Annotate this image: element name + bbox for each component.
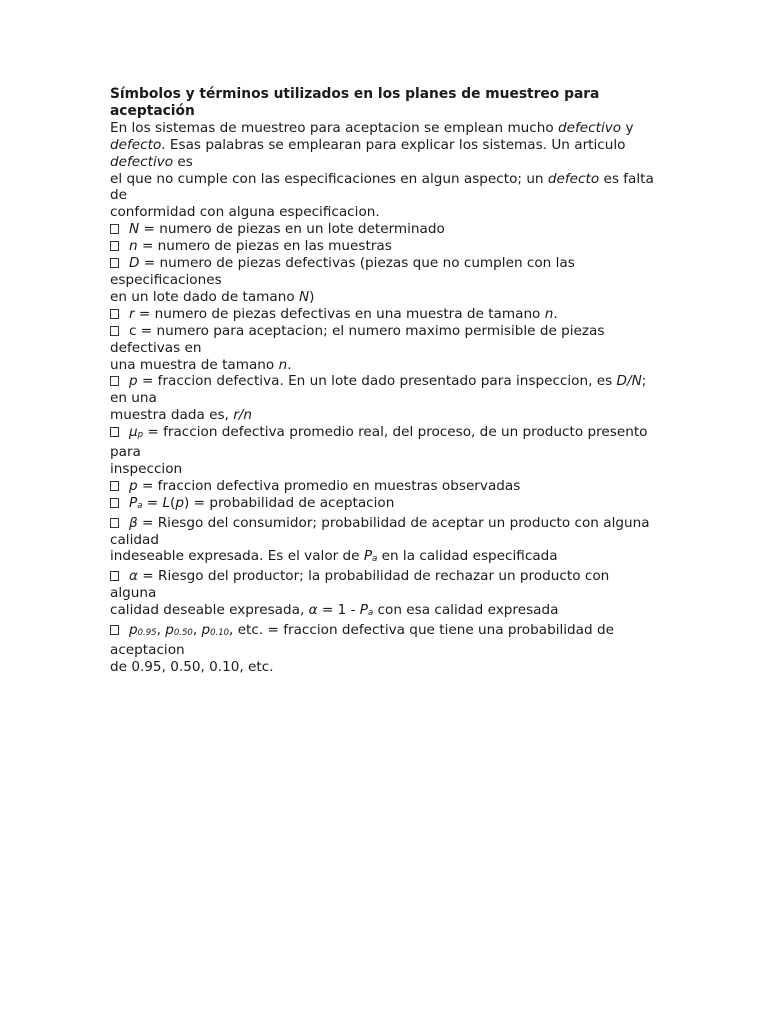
list-item: Pa = L(p) = probabilidad de aceptacion	[110, 495, 670, 515]
list-item: N = numero de piezas en un lote determinado	[110, 221, 670, 238]
bullet-box-icon	[110, 571, 119, 581]
bullet-box-icon	[110, 498, 119, 508]
bullet-box-icon	[110, 258, 119, 268]
bullet-box-icon	[110, 309, 119, 319]
bullet-box-icon	[110, 427, 119, 437]
list-item: c = numero para aceptacion; el numero maximo permisible de piezas	[110, 323, 670, 340]
list-item: p = fraccion defectiva. En un lote dado presentado para inspeccion, es D/N;	[110, 373, 670, 390]
list-item: α = Riesgo del productor; la probabilidad de rechazar un producto con	[110, 568, 670, 585]
list-item: D = numero de piezas defectivas (piezas que no cumplen con las	[110, 255, 670, 272]
bullet-box-icon	[110, 481, 119, 491]
list-item: p = fraccion defectiva promedio en muestras observadas	[110, 478, 670, 495]
list-item: n = numero de piezas en las muestras	[110, 238, 670, 255]
bullet-box-icon	[110, 241, 119, 251]
bullet-box-icon	[110, 376, 119, 386]
document-page	[110, 86, 670, 676]
list-item: β = Riesgo del consumidor; probabilidad de aceptar un producto con alguna	[110, 515, 670, 532]
list-item: p0.95, p0.50, p0.10, etc. = fraccion defectiva que tiene una probabilidad de	[110, 622, 670, 642]
definition-list: N = numero de piezas en un lote determinado n = numero de piezas en las muestras D = numero de piezas defectivas (piezas que no cumplen con las especificaciones en un lote dado de tamano N) r = numero de piezas defectivas en una muestra de tamano n. c = numero para aceptacion; el numero maximo permisible de piezas defectivas en una muestra de tamano n. p = fraccion defectiva. En un lote dado presentado para inspeccion, es D/N; en una muestra dada es, r/n μp = fraccion defectiva promedio real, del proceso, de un producto presento para inspeccion p = fraccion defectiva promedio en muestras observadas Pa = L(p) = probabilidad de aceptacion β = Riesgo del consumidor; probabilidad de aceptar un producto con alguna calidad indeseable expresada. Es el valor de Pa en la calidad especificada α = Riesgo del productor; la probabilidad de rechazar un producto con alguna calidad deseable expresada, α = 1 - Pa con esa calidad expresada p0.95, p0.50, p0.10, etc. = fraccion defectiva que tiene una probabilidad de aceptacion de 0.95, 0.50, 0.10, etc.	[110, 221, 670, 676]
bullet-box-icon	[110, 518, 119, 528]
bullet-box-icon	[110, 625, 119, 635]
list-item: μp = fraccion defectiva promedio real, del proceso, de un producto presento	[110, 424, 670, 444]
document-title: Símbolos y términos utilizados en los planes de muestreo para aceptación	[110, 86, 600, 119]
bullet-box-icon	[110, 224, 119, 234]
intro-paragraph: En los sistemas de muestreo para aceptacion se emplean mucho defectivo y defecto. Esas palabras se emplearan para explicar los sistemas. Un articulo defectivo es el que no cumple con las especificaciones en algun aspecto; un defecto es falta de conformidad con alguna especificacion.	[110, 119, 654, 221]
bullet-box-icon	[110, 326, 119, 336]
list-item: r = numero de piezas defectivas en una muestra de tamano n.	[110, 306, 670, 323]
